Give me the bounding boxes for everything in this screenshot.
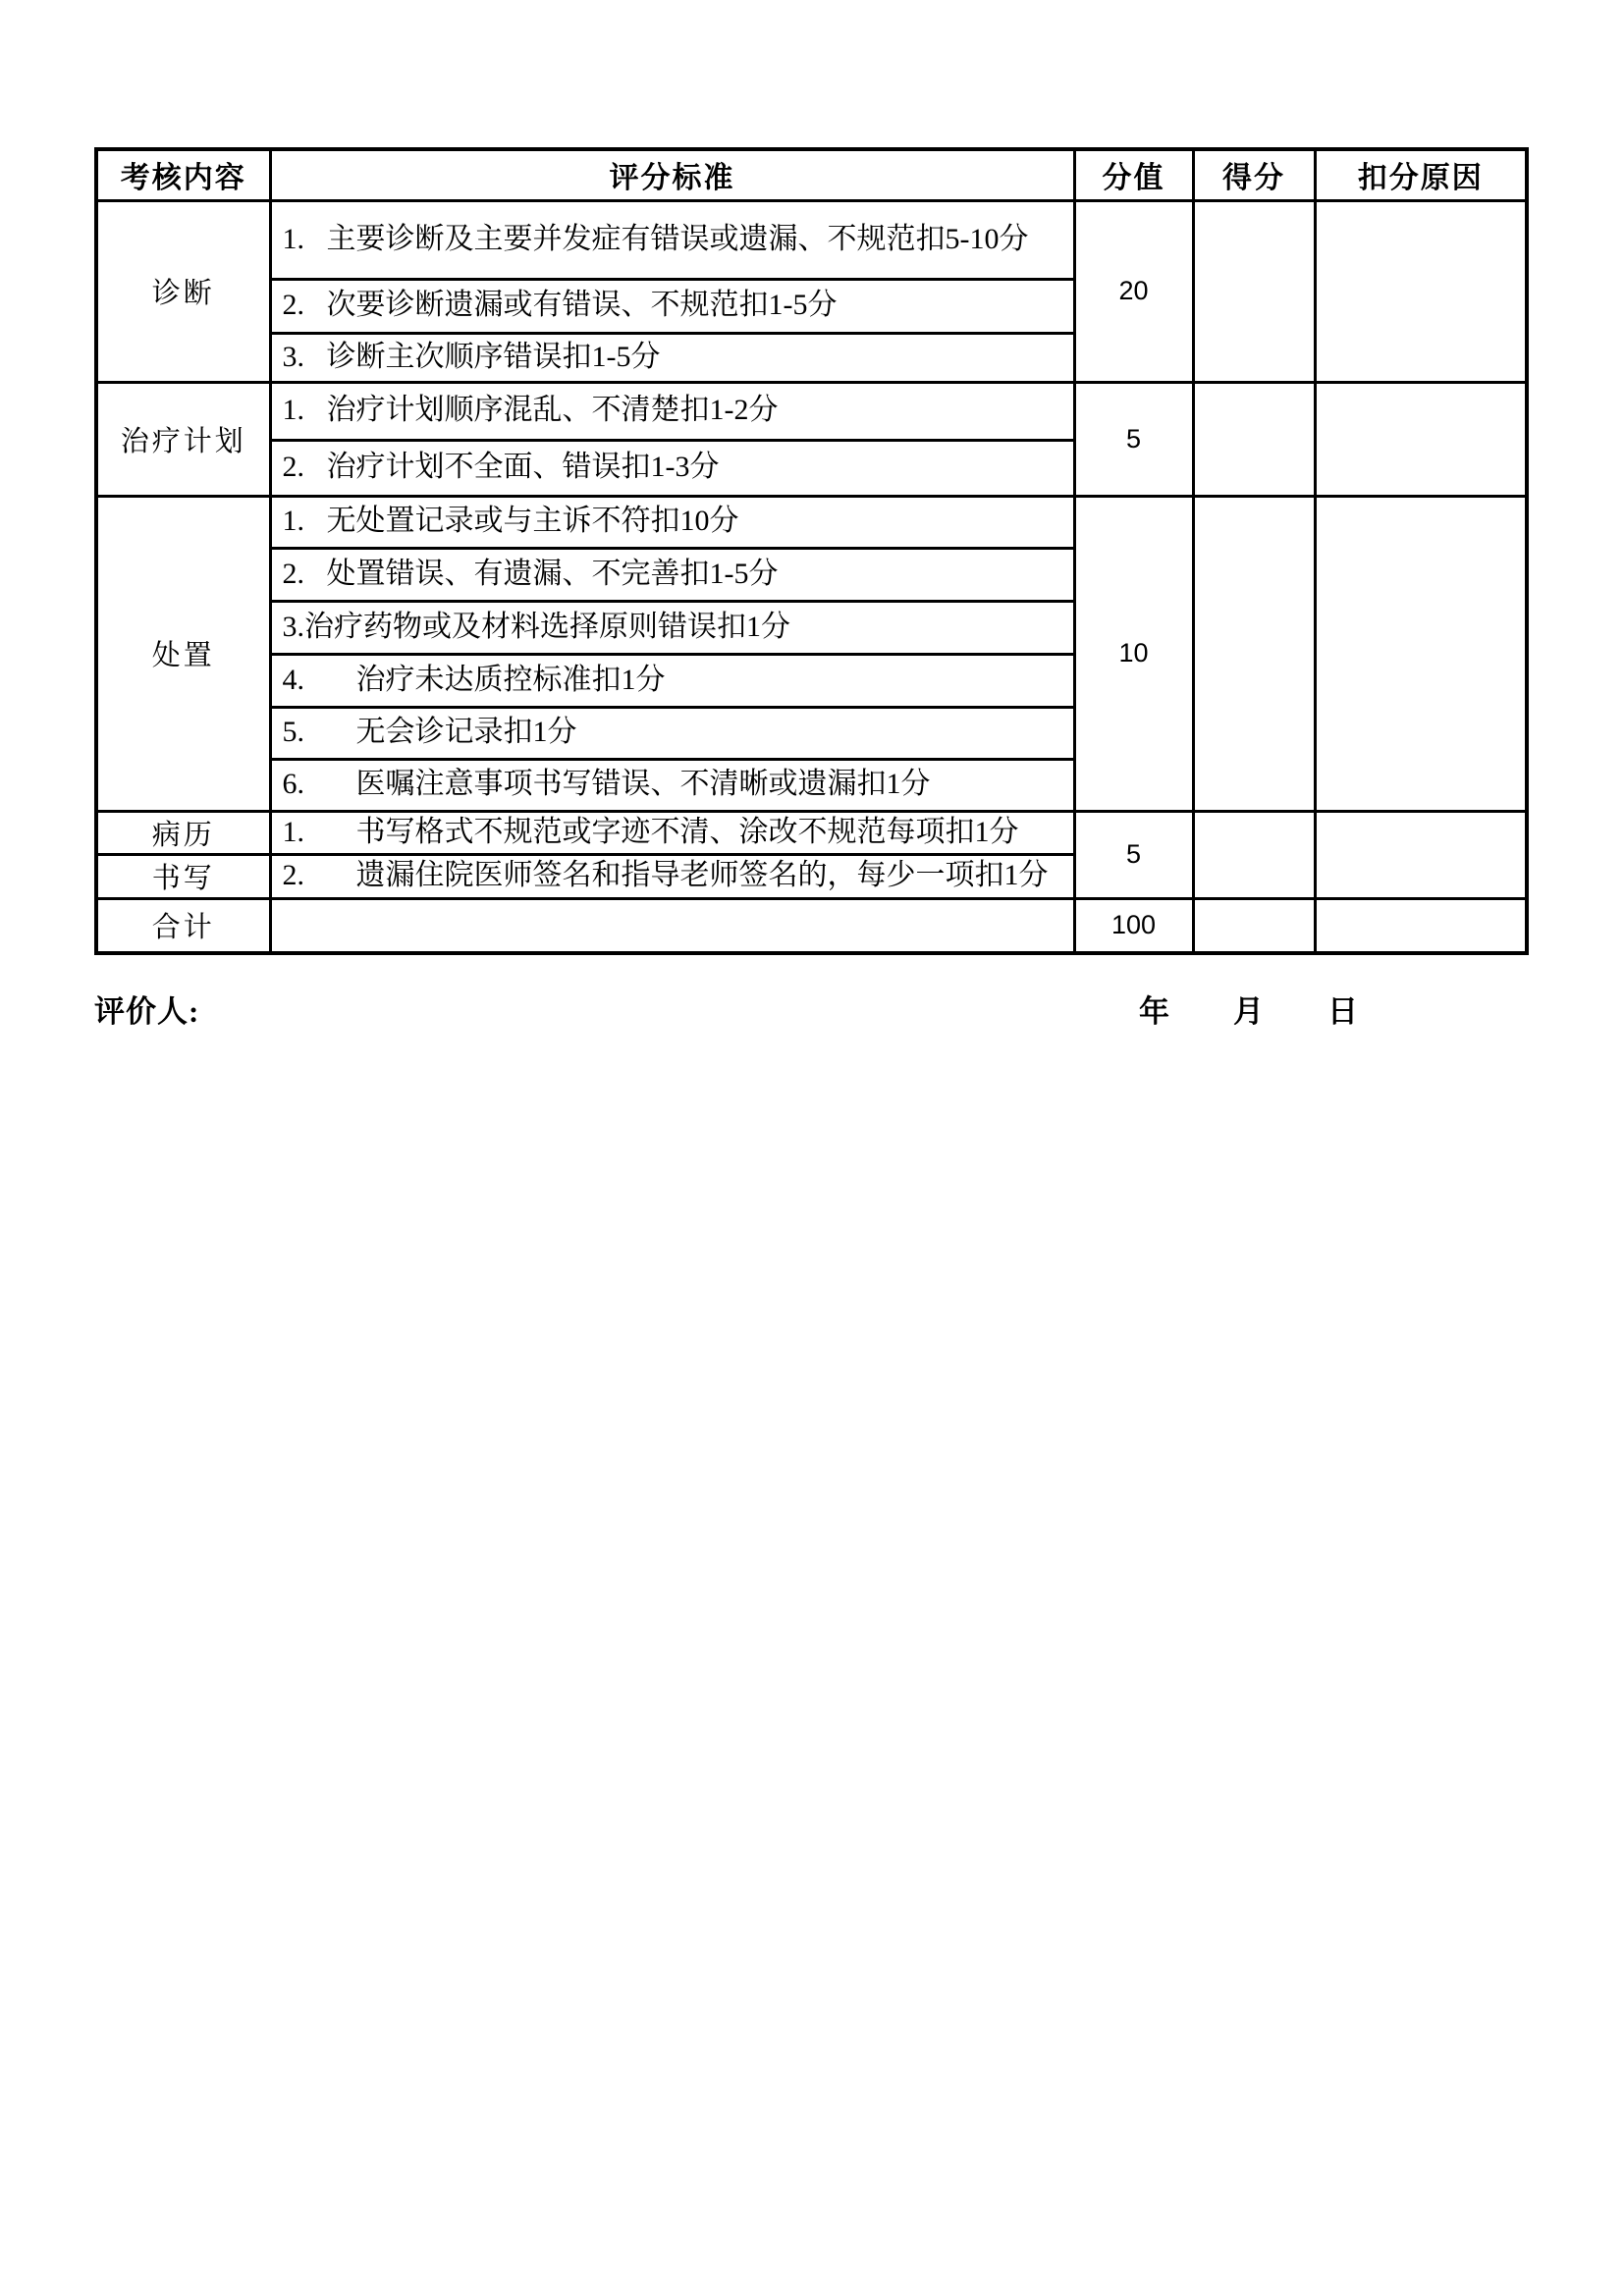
criterion-cell: 4. 治疗未达质控标准扣1分 <box>270 654 1074 707</box>
points-cell: 10 <box>1074 496 1193 811</box>
criterion-cell: 5. 无会诊记录扣1分 <box>270 707 1074 759</box>
table-row <box>96 200 1527 279</box>
reason-cell <box>1315 382 1527 496</box>
date-month-label: 月 <box>1233 994 1264 1029</box>
total-score-cell <box>1193 898 1315 953</box>
date-year-label: 年 <box>1139 994 1169 1029</box>
table-total-row <box>96 898 1527 953</box>
table-row <box>96 496 1527 548</box>
col-header-reason: 扣分原因 <box>1315 149 1527 200</box>
total-label: 合计 <box>96 898 270 953</box>
assessment-score-table <box>94 147 1529 955</box>
criterion-cell: 2. 治疗计划不全面、错误扣1-3分 <box>270 440 1074 496</box>
points-cell: 20 <box>1074 200 1193 382</box>
criterion-cell: 1. 书写格式不规范或字迹不清、涂改不规范每项扣1分 <box>270 811 1074 854</box>
section-label-medical-record: 病历 <box>96 811 270 854</box>
reason-cell <box>1315 496 1527 811</box>
points-cell: 5 <box>1074 382 1193 496</box>
section-label-disposal: 处置 <box>96 496 270 811</box>
points-cell: 5 <box>1074 811 1193 898</box>
reason-cell <box>1315 200 1527 382</box>
criterion-cell: 3. 诊断主次顺序错误扣1-5分 <box>270 333 1074 382</box>
section-label-treatment-plan: 治疗计划 <box>96 382 270 496</box>
total-reason-cell <box>1315 898 1527 953</box>
col-header-criteria: 评分标准 <box>270 149 1074 200</box>
footer <box>0 987 1624 1036</box>
table-row <box>96 382 1527 440</box>
criterion-cell: 6. 医嘱注意事项书写错误、不清晰或遗漏扣1分 <box>270 759 1074 811</box>
total-criteria-cell <box>270 898 1074 953</box>
score-cell <box>1193 811 1315 898</box>
col-header-content: 考核内容 <box>96 149 270 200</box>
criterion-cell: 2. 遗漏住院医师签名和指导老师签名的，每少一项扣1分 <box>270 854 1074 898</box>
criterion-cell: 3.治疗药物或及材料选择原则错误扣1分 <box>270 601 1074 654</box>
score-cell <box>1193 496 1315 811</box>
score-cell <box>1193 200 1315 382</box>
col-header-score: 得分 <box>1193 149 1315 200</box>
table-row <box>96 811 1527 854</box>
date-day-label: 日 <box>1327 994 1358 1029</box>
total-points-cell: 100 <box>1074 898 1193 953</box>
criterion-cell: 1. 治疗计划顺序混乱、不清楚扣1-2分 <box>270 382 1074 440</box>
section-label-writing: 书写 <box>96 854 270 898</box>
criterion-cell: 1. 无处置记录或与主诉不符扣10分 <box>270 496 1074 548</box>
col-header-points: 分值 <box>1074 149 1193 200</box>
score-cell <box>1193 382 1315 496</box>
evaluator-label: 评价人: <box>94 994 200 1029</box>
criterion-cell: 2. 处置错误、有遗漏、不完善扣1-5分 <box>270 548 1074 601</box>
table-header-row <box>96 149 1527 200</box>
reason-cell <box>1315 811 1527 898</box>
section-label-diagnosis: 诊断 <box>96 200 270 382</box>
criterion-cell: 1. 主要诊断及主要并发症有错误或遗漏、不规范扣5-10分 <box>270 200 1074 279</box>
criterion-cell: 2. 次要诊断遗漏或有错误、不规范扣1-5分 <box>270 279 1074 333</box>
